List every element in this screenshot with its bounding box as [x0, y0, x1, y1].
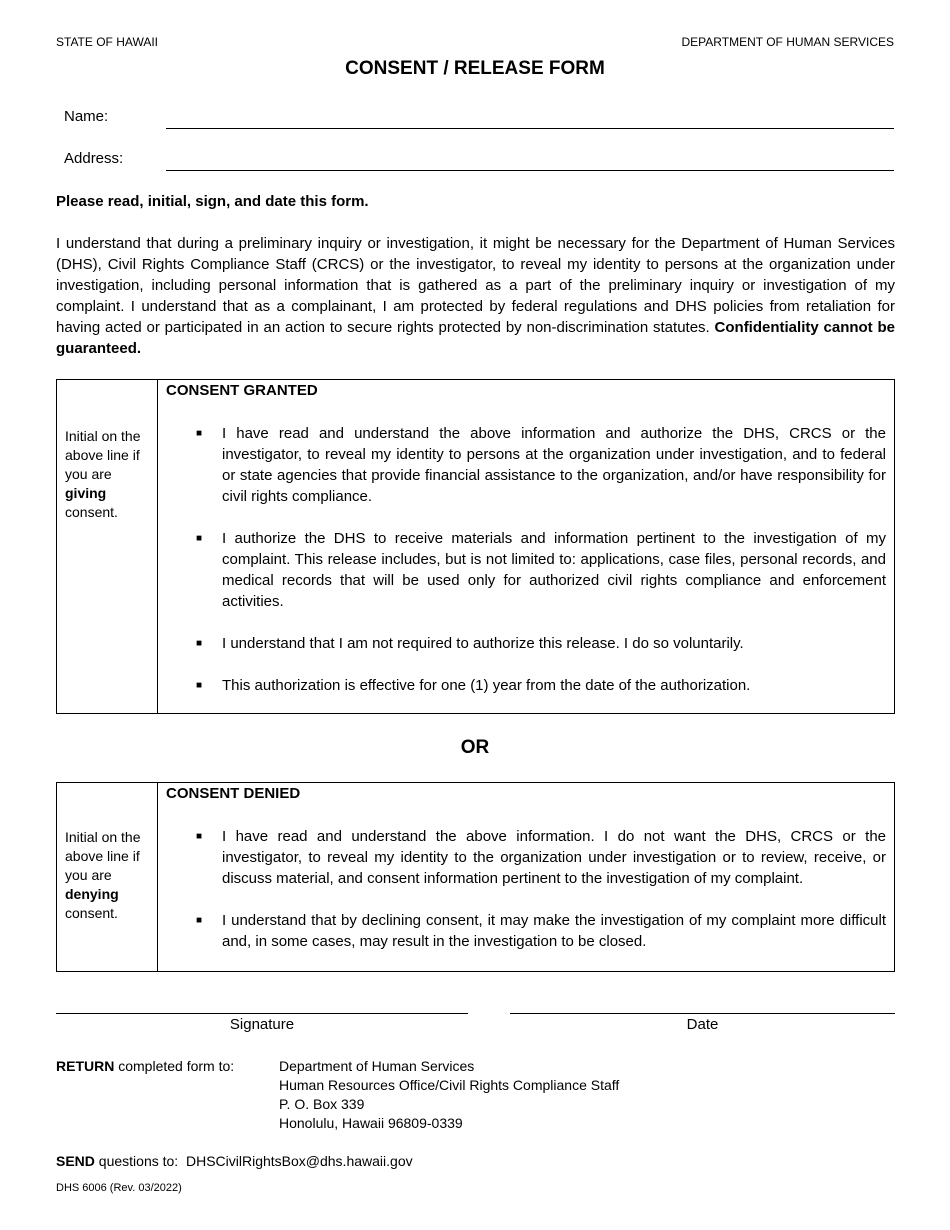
send-text: questions to:	[94, 1153, 186, 1169]
column-divider	[157, 783, 158, 971]
bullet-icon: ■	[196, 831, 203, 842]
page-title: CONSENT / RELEASE FORM	[345, 58, 605, 79]
address-line: Human Resources Office/Civil Rights Compliance Staff	[279, 1077, 620, 1093]
bullet-icon: ■	[196, 428, 203, 439]
return-text: completed form to:	[114, 1058, 235, 1074]
bullet-icon: ■	[196, 915, 203, 926]
address-field[interactable]	[166, 170, 894, 171]
date-label: Date	[686, 1016, 719, 1033]
send-bold: SEND	[56, 1153, 95, 1169]
list-item: ■ I have read and understand the above information. I do not want the DHS, CRCS or the investigator, to reveal my identity to the organization under investigation or to review, receive, or discuss material, and consent information pertinent to the investigation of my complaint.	[196, 828, 886, 887]
consent-granted-heading: CONSENT GRANTED	[166, 382, 318, 399]
consent-granted-list	[190, 423, 886, 696]
department-label: DEPARTMENT OF HUMAN SERVICES	[681, 35, 894, 49]
consent-denied-heading: CONSENT DENIED	[166, 785, 301, 802]
granted-initial-instruction	[65, 427, 151, 522]
denied-side-end: consent.	[65, 905, 118, 921]
list-item: ■ I authorize the DHS to receive materials and information pertinent to the investigation of my complaint. This release includes, but is not limited to: applications, case files, personal records, and medical records that will be used only for authorized civil rights compliance and enforcement activities.	[196, 530, 886, 610]
address-line: Department of Human Services	[279, 1058, 475, 1074]
form-number: DHS 6006 (Rev. 03/2022)	[56, 1182, 182, 1194]
signature-label: Signature	[229, 1016, 295, 1033]
bullet-icon: ■	[196, 680, 203, 691]
return-address	[279, 1057, 619, 1133]
name-field[interactable]	[166, 128, 894, 129]
granted-side-text: Initial on the above line if you are	[65, 428, 141, 482]
state-label: STATE OF HAWAII	[56, 35, 158, 49]
consent-denied-box	[56, 782, 895, 972]
address-line: P. O. Box 339	[279, 1096, 365, 1112]
denied-side-text: Initial on the above line if you are	[65, 829, 141, 883]
return-label	[56, 1057, 234, 1076]
consent-denied-list	[190, 826, 886, 952]
granted-side-end: consent.	[65, 504, 118, 520]
address-label: Address:	[64, 150, 124, 167]
bullet-icon: ■	[196, 638, 203, 649]
name-label: Name:	[64, 108, 109, 125]
list-item: ■ This authorization is effective for one (1) year from the date of the authorization.	[196, 677, 751, 694]
list-item: ■ I understand that by declining consent, it may make the investigation of my complaint more difficult and, in some cases, may result in the investigation to be closed.	[196, 912, 886, 950]
list-item: ■ I understand that I am not required to authorize this release. I do so voluntarily.	[196, 635, 744, 652]
list-item: ■ I have read and understand the above information and authorize the DHS, CRCS or the investigator, to reveal my identity to persons at the organization under investigation, and to federal or state agencies that provide financial assistance to the organization, and/or have responsibility for civil rights compliance.	[196, 425, 886, 505]
bullet-icon: ■	[196, 533, 203, 544]
intro-text: I understand that during a preliminary inquiry or investigation, it might be necessary for the Department of Human Services (DHS), Civil Rights Compliance Staff (CRCS) or the investigator, to reveal my identity to persons at the organization under investigation, including personal information that is gathered as a part of the preliminary inquiry or investigation of my complaint. I understand that as a complainant, I am protected by federal regulations and DHS policies from retaliation for having acted or participated in an action to secure rights protected by non-discrimination statutes.	[56, 235, 895, 336]
date-field[interactable]	[510, 1013, 895, 1014]
consent-granted-box	[56, 379, 895, 714]
signature-field[interactable]	[56, 1013, 468, 1014]
email-link[interactable]: DHSCivilRightsBox@dhs.hawaii.gov	[185, 1153, 413, 1169]
address-line: Honolulu, Hawaii 96809-0339	[279, 1115, 463, 1131]
granted-side-bold: giving	[65, 485, 107, 501]
column-divider	[157, 380, 158, 713]
intro-paragraph	[56, 233, 895, 359]
or-separator: OR	[460, 737, 490, 758]
denied-side-bold: denying	[65, 886, 119, 902]
instruction-text: Please read, initial, sign, and date this form.	[56, 193, 369, 210]
send-line	[56, 1152, 413, 1171]
confidentiality-notice: Confidentiality cannot be guaranteed.	[56, 319, 895, 357]
return-bold: RETURN	[56, 1058, 115, 1074]
denied-initial-instruction	[65, 828, 151, 923]
